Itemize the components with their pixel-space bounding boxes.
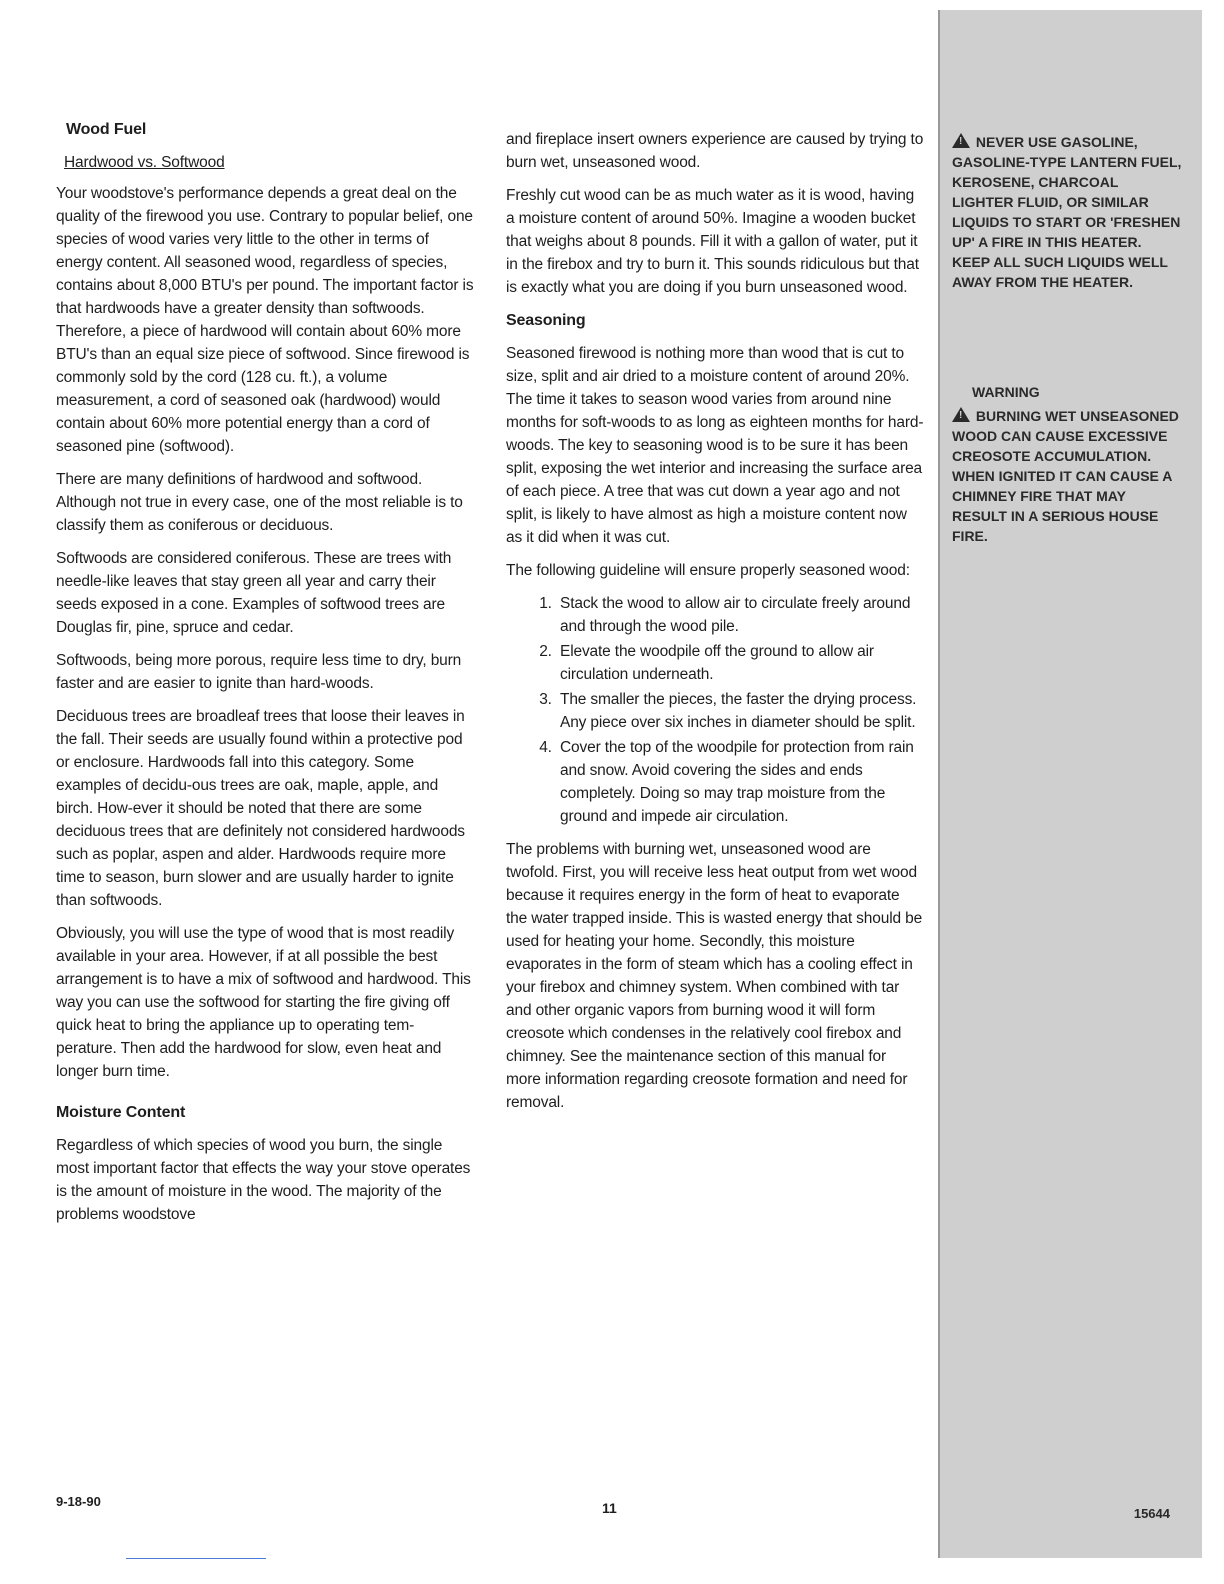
warning-creosote <box>952 382 1182 546</box>
paragraph: Regardless of which species of wood you burn, the single most important factor that effects the way your stove operates is the amount of moisture in the wood. The majority of the problems woodstove <box>56 1137 471 1223</box>
section-title-seasoning: Seasoning <box>506 312 586 329</box>
footer-date: 9-18-90 <box>56 1494 101 1509</box>
paragraph: The following guideline will ensure properly seasoned wood: <box>506 562 910 579</box>
paragraph: Your woodstove's performance depends a great deal on the quality of the firewood you use. Contrary to popular belief, one species of wood varies very little to the other in terms of energy content. All seasoned wood, regardless of species, contains about 8,000 BTU's per pound. The important factor is that hardwoods have a greater density than softwoods. Therefore, a piece of hardwood will contain about 60% more BTU's than an equal size piece of softwood. Since firewood is commonly sold by the cord (128 cu. ft.), a volume measurement, a cord of seasoned oak (hardwood) would contain about 60% more potential energy than a cord of seasoned pine (softwood). <box>56 185 474 455</box>
left-column <box>56 118 474 1236</box>
section-title-moisture-content: Moisture Content <box>56 1104 186 1121</box>
paragraph: The problems with burning wet, unseasoned wood are twofold. First, you will receive less heat output from wet wood because it requires energy in the form of heat to evaporate the water trapped inside. This is wasted energy that should be used for heating your home. Secondly, this moisture evaporates in the form of steam which has a cooling effect in your firebox and chimney system. When combined with tar and other organic vapors from burning wood it will form creosote which condenses in the relatively cool firebox and chimney. See the maintenance section of this manual for more information regarding creosote formation and need for removal. <box>506 841 923 1111</box>
warning-gasoline <box>952 132 1182 292</box>
warning-text: NEVER USE GASOLINE, GASOLINE-TYPE LANTERN FUEL, KEROSENE, CHARCOAL LIGHTER FLUID, OR SIMILAR LIQUIDS TO START OR 'FRESHEN UP' A FIRE IN THIS HEATER. KEEP ALL SUCH LIQUIDS WELL AWAY FROM THE HEATER. <box>952 134 1182 290</box>
paragraph: Deciduous trees are broadleaf trees that loose their leaves in the fall. Their seeds are usually found within a protective pod or enclosure. Hardwoods fall into this category. Some examples of decidu-ous trees are oak, maple, apple, and birch. How-ever it should be noted that there are some deciduous trees that are definitely not considered hardwoods such as poplar, aspen and alder. Hardwoods require more time to season, burn slower and are usually harder to ignite than softwoods. <box>56 708 465 909</box>
warning-triangle-icon <box>952 407 970 422</box>
warning-sidebar <box>938 10 1202 1558</box>
paragraph: Obviously, you will use the type of wood that is most readily available in your area. However, if at all possible the best arrangement is to have a mix of softwood and hardwood. This way you can use the softwood for starting the fire giving off quick heat to bring the appliance up to operating tem-perature. Then add the hardwood for slow, even heat and longer burn time. <box>56 925 471 1080</box>
paragraph: and fireplace insert owners experience are caused by trying to burn wet, unseasoned wood. <box>506 131 924 171</box>
warning-text: BURNING WET UNSEASONED WOOD CAN CAUSE EXCESSIVE CREOSOTE ACCUMULATION. WHEN IGNITED IT CAN CAUSE A CHIMNEY FIRE THAT MAY RESULT IN A SERIOUS HOUSE FIRE. <box>952 408 1179 544</box>
list-item: 1. Stack the wood to allow air to circulate freely around and through the wood pile. <box>556 592 924 638</box>
list-item: 3. The smaller the pieces, the faster the drying process. Any piece over six inches in diameter should be split. <box>556 688 924 734</box>
paragraph: Seasoned firewood is nothing more than wood that is cut to size, split and air dried to a moisture content of around 20%. The time it takes to season wood varies from around nine months for soft-woods to as long as eighteen months for hard-woods. The key to seasoning wood is to be sure it has been split, exposing the wet interior and increasing the surface area of each piece. A tree that was cut down a year ago and not split, is likely to have almost as high a moisture content now as it did when it was cut. <box>506 345 924 546</box>
guideline-list <box>506 592 924 828</box>
paragraph: There are many definitions of hardwood and softwood. Although not true in every case, one of the most reliable is to classify them as coniferous or deciduous. <box>56 471 463 534</box>
document-code: 15644 <box>1133 1506 1170 1521</box>
paragraph: Softwoods are considered coniferous. These are trees with needle-like leaves that stay green all year and carry their seeds exposed in a cone. Examples of softwood trees are Douglas fir, pine, spruce and cedar. <box>56 550 452 636</box>
paragraph: Freshly cut wood can be as much water as it is wood, having a moisture content of around 50%. Imagine a wooden bucket that weighs about 8 pounds. Fill it with a gallon of water, put it in the firebox and try to burn it. This sounds ridiculous but that is exactly what you are doing if you burn unseasoned wood. <box>506 187 919 296</box>
warning-title: WARNING <box>972 384 1040 400</box>
list-item: 2. Elevate the woodpile off the ground to allow air circulation underneath. <box>556 640 924 686</box>
paragraph: Softwoods, being more porous, require less time to dry, burn faster and are easier to ignite than hard-woods. <box>56 652 462 692</box>
subsection-title-hardwood-vs-softwood: Hardwood vs. Softwood <box>64 154 225 171</box>
middle-column <box>506 128 924 1124</box>
section-title-wood-fuel: Wood Fuel <box>66 121 147 138</box>
warning-triangle-icon <box>952 133 970 148</box>
page-number: 11 <box>602 1500 617 1516</box>
divider <box>126 1558 266 1559</box>
list-item: 4. Cover the top of the woodpile for protection from rain and snow. Avoid covering the sides and ends completely. Doing so may trap moisture from the ground and impede air circulation. <box>556 736 924 828</box>
